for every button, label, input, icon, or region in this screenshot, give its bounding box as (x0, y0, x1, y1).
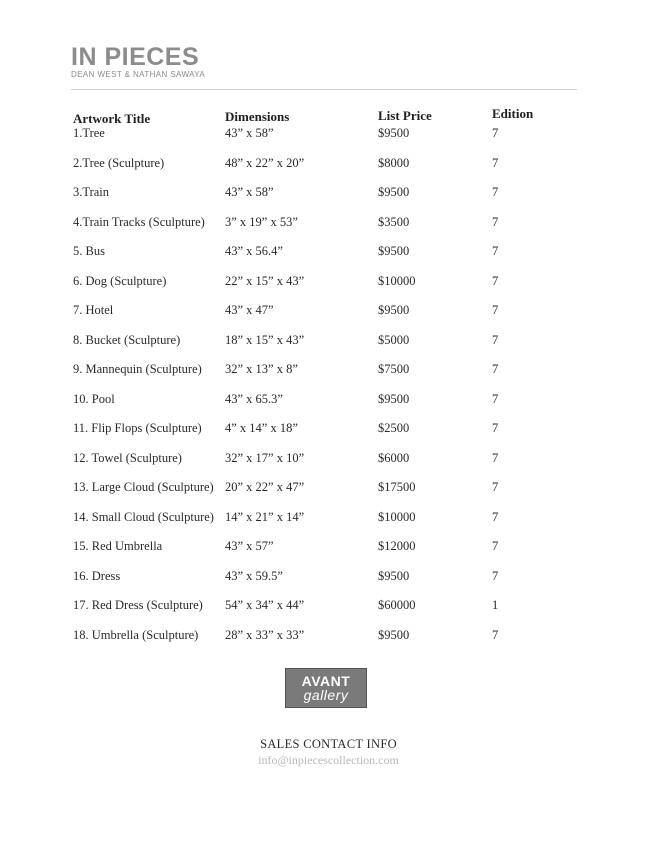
table-row (0, 215, 657, 233)
list-price-cell: $9500 (378, 126, 410, 140)
edition-cell: 7 (492, 451, 499, 465)
artwork-title-cell: 18. Umbrella (Sculpture) (73, 628, 199, 642)
artwork-title-cell: 3.Train (73, 185, 110, 199)
table-row (0, 126, 657, 144)
table-row (0, 451, 657, 469)
list-price-cell: $17500 (378, 480, 416, 494)
list-price-cell: $9500 (378, 244, 410, 258)
artwork-title-cell: 9. Mannequin (Sculpture) (73, 362, 202, 376)
dimensions-cell: 20” x 22” x 47” (225, 480, 305, 494)
artwork-title-cell: 6. Dog (Sculpture) (73, 274, 167, 288)
list-price-cell: $5000 (378, 333, 410, 347)
artwork-title-cell: 12. Towel (Sculpture) (73, 451, 182, 465)
table-row (0, 185, 657, 203)
dimensions-cell: 43” x 58” (225, 185, 274, 199)
column-header-edition: Edition (492, 106, 534, 121)
dimensions-cell: 54” x 34” x 44” (225, 598, 305, 612)
table-row (0, 362, 657, 380)
logo-line-2: gallery (303, 687, 349, 703)
dimensions-cell: 3” x 19” x 53” (225, 215, 298, 229)
list-price-cell: $7500 (378, 362, 410, 376)
edition-cell: 1 (492, 598, 499, 612)
edition-cell: 7 (492, 215, 499, 229)
brand-header (71, 44, 205, 80)
table-row (0, 392, 657, 410)
table-row (0, 598, 657, 616)
list-price-cell: $8000 (378, 156, 410, 170)
table-row (0, 333, 657, 351)
table-row (0, 421, 657, 439)
dimensions-cell: 43” x 56.4” (225, 244, 283, 258)
dimensions-cell: 28” x 33” x 33” (225, 628, 305, 642)
edition-cell: 7 (492, 510, 499, 524)
artwork-title-cell: 7. Hotel (73, 303, 114, 317)
list-price-cell: $12000 (378, 539, 416, 553)
dimensions-cell: 14” x 21” x 14” (225, 510, 305, 524)
dimensions-cell: 18” x 15” x 43” (225, 333, 305, 347)
list-price-cell: $9500 (378, 628, 410, 642)
list-price-cell: $10000 (378, 510, 416, 524)
artists-subtitle: DEAN WEST & NATHAN SAWAYA (71, 70, 206, 79)
artwork-title-cell: 14. Small Cloud (Sculpture) (73, 510, 214, 524)
artwork-title-cell: 11. Flip Flops (Sculpture) (73, 421, 202, 435)
list-price-cell: $9500 (378, 569, 410, 583)
edition-cell: 7 (492, 333, 499, 347)
header-divider (71, 89, 577, 90)
list-price-cell: $9500 (378, 303, 410, 317)
table-row (0, 628, 657, 646)
column-header-dimensions: Dimensions (225, 109, 290, 124)
contact-email-link[interactable]: info@inpiecescollection.com (258, 753, 399, 767)
list-price-cell: $9500 (378, 392, 410, 406)
list-price-cell: $9500 (378, 185, 410, 199)
list-price-cell: $2500 (378, 421, 410, 435)
edition-cell: 7 (492, 628, 499, 642)
table-row (0, 156, 657, 174)
edition-cell: 7 (492, 156, 499, 170)
edition-cell: 7 (492, 480, 499, 494)
artwork-title-cell: 8. Bucket (Sculpture) (73, 333, 181, 347)
list-price-cell: $60000 (378, 598, 416, 612)
dimensions-cell: 4” x 14” x 18” (225, 421, 298, 435)
column-header-title: Artwork Title (73, 111, 151, 126)
dimensions-cell: 32” x 13” x 8” (225, 362, 298, 376)
list-price-cell: $3500 (378, 215, 410, 229)
dimensions-cell: 43” x 47” (225, 303, 274, 317)
edition-cell: 7 (492, 185, 499, 199)
edition-cell: 7 (492, 569, 499, 583)
edition-cell: 7 (492, 392, 499, 406)
dimensions-cell: 22” x 15” x 43” (225, 274, 305, 288)
artwork-title-cell: 5. Bus (73, 244, 105, 258)
edition-cell: 7 (492, 539, 499, 553)
edition-cell: 7 (492, 126, 499, 140)
table-row (0, 274, 657, 292)
artwork-title-cell: 15. Red Umbrella (73, 539, 163, 553)
dimensions-cell: 43” x 58” (225, 126, 274, 140)
sales-contact-label: SALES CONTACT INFO (260, 737, 397, 751)
avant-gallery-logo (285, 668, 367, 708)
artwork-title-cell: 4.Train Tracks (Sculpture) (73, 215, 205, 229)
column-header-price: List Price (378, 108, 432, 123)
table-row (0, 244, 657, 262)
logo-line-1: AVANT (301, 673, 351, 689)
table-row (0, 569, 657, 587)
edition-cell: 7 (492, 303, 499, 317)
edition-cell: 7 (492, 362, 499, 376)
dimensions-cell: 48” x 22” x 20” (225, 156, 305, 170)
list-price-cell: $10000 (378, 274, 416, 288)
artwork-title-cell: 13. Large Cloud (Sculpture) (73, 480, 214, 494)
dimensions-cell: 43” x 57” (225, 539, 274, 553)
list-price-cell: $6000 (378, 451, 410, 465)
edition-cell: 7 (492, 274, 499, 288)
collection-title: IN PIECES (71, 43, 200, 71)
artwork-title-cell: 10. Pool (73, 392, 115, 406)
artwork-title-cell: 17. Red Dress (Sculpture) (73, 598, 203, 612)
dimensions-cell: 43” x 65.3” (225, 392, 283, 406)
table-row (0, 539, 657, 557)
artwork-title-cell: 16. Dress (73, 569, 121, 583)
table-row (0, 510, 657, 528)
table-row (0, 480, 657, 498)
edition-cell: 7 (492, 244, 499, 258)
table-row (0, 303, 657, 321)
artwork-title-cell: 2.Tree (Sculpture) (73, 156, 165, 170)
artwork-title-cell: 1.Tree (73, 126, 105, 140)
edition-cell: 7 (492, 421, 499, 435)
dimensions-cell: 32” x 17” x 10” (225, 451, 305, 465)
dimensions-cell: 43” x 59.5” (225, 569, 283, 583)
